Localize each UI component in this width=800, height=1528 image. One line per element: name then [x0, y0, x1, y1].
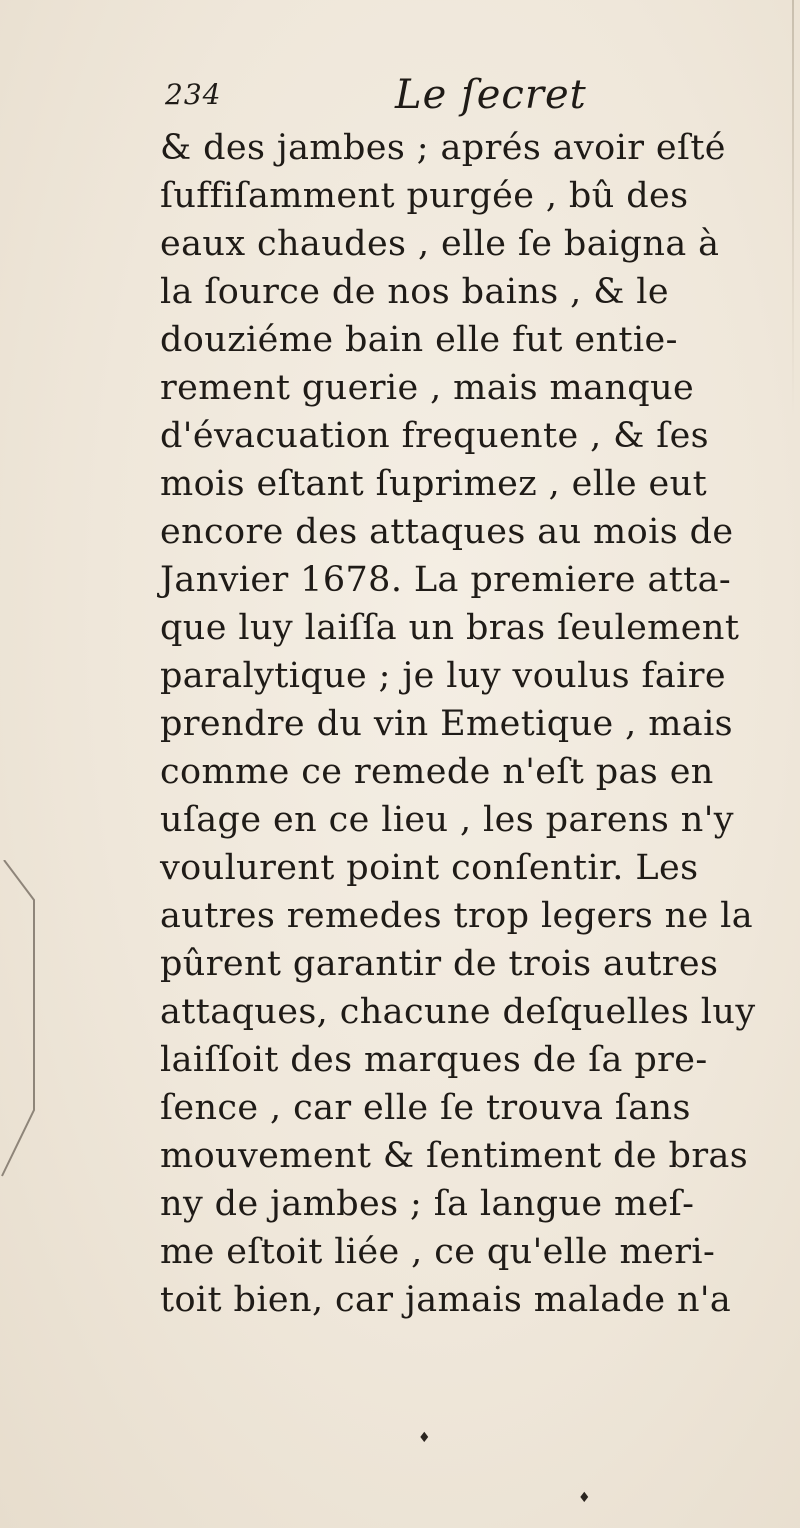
text-line: ny de jambes ; ſa langue meſ-: [160, 1184, 695, 1224]
running-header: [165, 72, 725, 130]
text-line: autres remedes trop legers ne la: [160, 896, 754, 936]
text-line: toit bien, car jamais malade n'a: [160, 1280, 732, 1320]
text-line: ſuffiſamment purgée , bû des: [160, 176, 689, 216]
text-line: mois eſtant ſuprimez , elle eut: [160, 464, 708, 504]
text-line: comme ce remede n'eſt pas en: [160, 752, 714, 792]
text-line: laiſſoit des marques de ſa pre-: [160, 1040, 708, 1080]
page-number: 234: [165, 78, 222, 111]
ornament-mark: ♦: [418, 1430, 431, 1446]
text-line: & des jambes ; aprés avoir eſté: [160, 128, 726, 168]
text-line: Janvier 1678. La premiere atta-: [160, 560, 732, 600]
text-line: prendre du vin Emetique , mais: [160, 704, 734, 744]
ornament-mark: ♦: [578, 1490, 591, 1506]
text-line: voulurent point conſentir. Les: [160, 848, 699, 888]
text-line: ſence , car elle ſe trouva ſans: [160, 1088, 691, 1128]
text-line: douziéme bain elle fut entie-: [160, 320, 678, 360]
page-edge-shadow: [792, 0, 794, 420]
text-line: encore des attaques au mois de: [160, 512, 734, 552]
running-title: Le ſecret: [395, 72, 587, 118]
text-line: eaux chaudes , elle ſe baigna à: [160, 224, 720, 264]
text-line: d'évacuation frequente , & ſes: [160, 416, 710, 456]
text-line: pûrent garantir de trois autres: [160, 944, 719, 984]
text-line: mouvement & ſentiment de bras: [160, 1136, 749, 1176]
text-line: rement guerie , mais manque: [160, 368, 695, 408]
text-line: que luy laiſſa un bras ſeulement: [160, 608, 740, 648]
text-line: me eſtoit liée , ce qu'elle meri-: [160, 1232, 716, 1272]
body-text: [160, 124, 790, 1324]
text-line: la ſource de nos bains , & le: [160, 272, 669, 312]
text-line: paralytique ; je luy voulus faire: [160, 656, 726, 696]
show-through-marks: [0, 860, 40, 1180]
text-line: uſage en ce lieu , les parens n'y: [160, 800, 734, 840]
text-line: attaques, chacune deſquelles luy: [160, 992, 756, 1032]
